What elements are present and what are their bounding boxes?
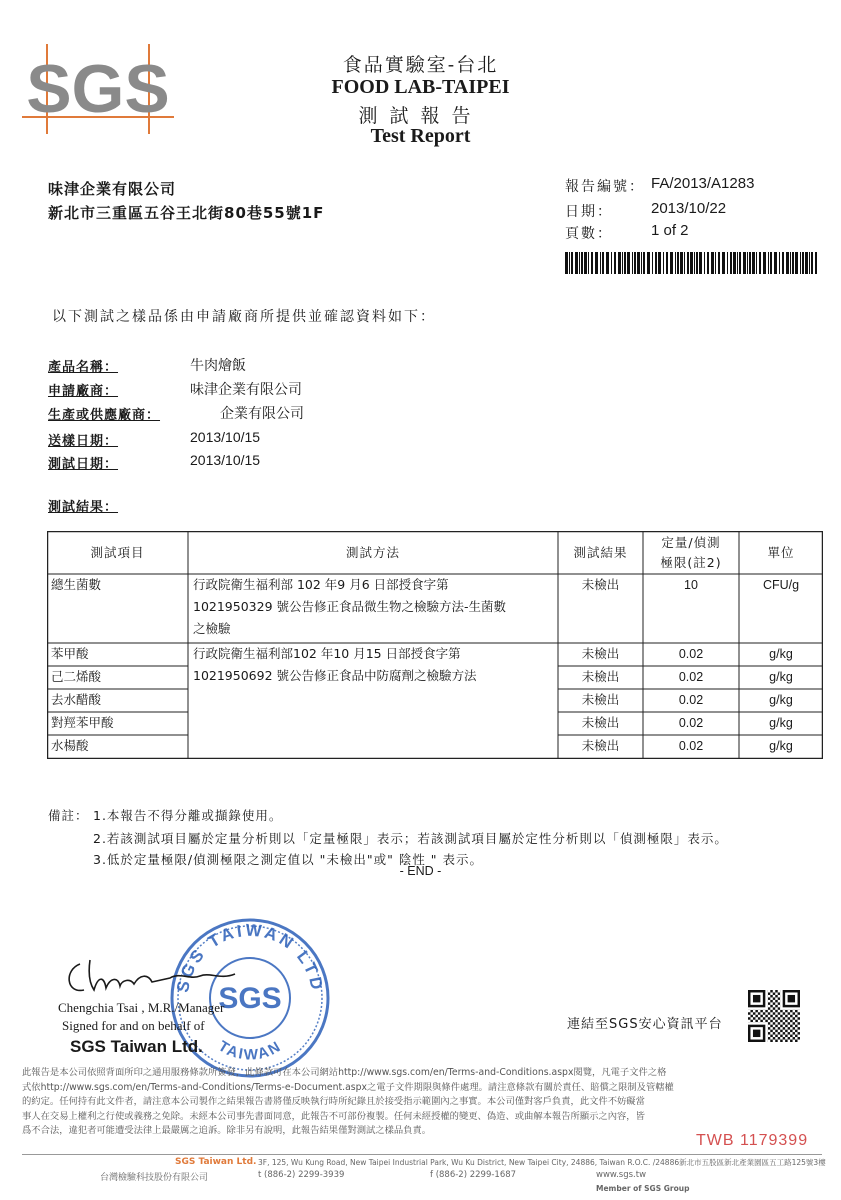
info-label-received: 送樣日期： <box>48 434 119 449</box>
info-label-applicant: 申請廠商： <box>48 384 119 399</box>
note-item: 3.低於定量極限/偵測極限之測定值以 "未檢出"或" 陰性 " 表示。 <box>93 852 484 867</box>
logo-text: SGS <box>26 51 170 127</box>
footer-company-en: SGS Taiwan Ltd. <box>175 1157 257 1167</box>
info-label-product: 產品名稱： <box>48 360 119 375</box>
th-limit-line1: 定量/偵測 <box>661 535 721 550</box>
cell-method-line: 行政院衛生福利部 102 年9 月6 日部授食字第 <box>193 577 449 592</box>
report-number-label: 報告編號： <box>565 179 645 195</box>
footer-web[interactable]: www.sgs.tw <box>596 1170 647 1180</box>
footer-tel: t (886-2) 2299-3939 <box>258 1170 345 1180</box>
info-label-tested: 測試日期： <box>48 457 119 472</box>
end-marker: - END - <box>399 864 442 878</box>
note-item: 2.若該測試項目屬於定量分析則以「定量極限」表示；若該測試項目屬於定性分析則以「偵測極限」表示。 <box>93 831 728 846</box>
report-date: 2013/10/22 <box>651 200 727 217</box>
cell-method-line: 1021950329 號公告修正食品微生物之檢驗方法-生菌數 <box>193 599 507 614</box>
info-value-received: 2013/10/15 <box>190 429 261 445</box>
cell-method-line: 1021950692 號公告修正食品中防腐劑之檢驗方法 <box>193 668 477 683</box>
cell-method-line: 之檢驗 <box>193 621 231 636</box>
disclaimer-line: 事人在交易上權利之行使或義務之免除。未經本公司事先書面同意，此報告不可部份複製。任何未經授權的變更、偽造、或曲解本報告所顯示之內容，皆 <box>22 1110 645 1122</box>
results-heading: 測試結果： <box>48 500 119 515</box>
cell-result: 未檢出 <box>581 738 620 753</box>
cell-unit: CFU/g <box>762 578 800 592</box>
lab-title-cn: 食品實驗室-台北 <box>342 54 499 76</box>
info-label-manufacturer: 生產或供應廠商： <box>48 408 161 423</box>
disclaimer-line: 此報告是本公司依照背面所印之通用服務條款所簽發，此條款可在本公司網站http://www.sgs.com/en/Terms-and-Conditions.aspx閱覽，凡電子文件之格 <box>22 1067 667 1078</box>
cell-result: 未檢出 <box>581 577 620 592</box>
cell-item: 對羥苯甲酸 <box>51 715 114 730</box>
cell-limit: 0.02 <box>678 647 704 661</box>
cell-item: 己二烯酸 <box>51 669 102 684</box>
cell-method-line: 行政院衛生福利部102 年10 月15 日部授食字第 <box>193 646 461 661</box>
cell-unit: g/kg <box>769 647 793 661</box>
cell-result: 未檢出 <box>581 692 620 707</box>
disclaimer-line: 式依http://www.sgs.com/en/Terms-and-Conditions/Terms-e-Document.aspx之電子文件期限與條件處理。請注意條款有關於責任、賠償之限制及管轄權 <box>22 1081 674 1093</box>
seal-top-text: SGS TAIWAN LTD <box>173 920 327 994</box>
barcode-icon <box>565 252 817 274</box>
cell-limit: 0.02 <box>678 716 704 730</box>
cell-limit: 0.02 <box>678 739 704 753</box>
info-platform-link[interactable]: 連結至SGS安心資訊平台 <box>567 1017 723 1032</box>
report-page-label: 頁數： <box>565 226 613 242</box>
client-name: 味津企業有限公司 <box>48 180 177 198</box>
cell-item: 苯甲酸 <box>51 646 89 661</box>
th-item: 測試項目 <box>90 545 145 560</box>
cell-limit: 0.02 <box>678 670 704 684</box>
disclaimer-line: 的約定。任何持有此文件者，請注意本公司製作之結果報告書將僅反映執行時所紀錄且於接受指示範圍內之事實。本公司僅對客戶負責，此文件不妨礙當 <box>22 1096 645 1107</box>
th-unit: 單位 <box>767 545 795 560</box>
cell-unit: g/kg <box>769 693 793 707</box>
handwritten-signature-icon <box>60 950 260 1000</box>
client-address: 新北市三重區五谷王北街80巷55號1F <box>48 204 325 222</box>
report-date-label: 日期： <box>565 204 613 220</box>
info-value-applicant: 味津企業有限公司 <box>190 381 302 397</box>
info-value-product: 牛肉燴飯 <box>190 357 246 373</box>
cell-item: 水楊酸 <box>51 738 89 753</box>
report-page: 1 of 2 <box>651 222 689 239</box>
th-result: 測試結果 <box>573 545 628 560</box>
svg-text:TAIWAN <box>215 1038 285 1064</box>
results-table <box>47 531 823 759</box>
signatory-name: Chengchia Tsai , M.R./Manager <box>58 1000 225 1015</box>
cell-result: 未檢出 <box>581 715 620 730</box>
intro-text: 以下測試之樣品係由申請廠商所提供並確認資料如下： <box>52 309 436 325</box>
cell-limit: 10 <box>684 578 698 592</box>
qr-code-icon[interactable] <box>748 990 800 1042</box>
report-title-en: Test Report <box>370 125 471 147</box>
cell-item: 去水醋酸 <box>51 692 102 707</box>
cell-item: 總生菌數 <box>51 577 102 592</box>
report-title-cn: 測試報告 <box>358 105 483 127</box>
footer-divider <box>22 1154 822 1155</box>
cell-unit: g/kg <box>769 739 793 753</box>
info-value-tested: 2013/10/15 <box>190 452 261 468</box>
disclaimer-line: 爲不合法，違犯者可能遭受法律上最嚴厲之追訴。除非另有說明，此報告結果僅對測試之樣品負責。 <box>22 1125 432 1136</box>
serial-number: TWB 1179399 <box>696 1132 809 1149</box>
th-limit-line2: 極限(註2) <box>660 555 722 570</box>
notes-label: 備註： <box>48 808 89 823</box>
signatory-company: SGS Taiwan Ltd. <box>70 1037 203 1056</box>
info-value-manufacturer: 企業有限公司 <box>220 405 304 421</box>
cell-result: 未檢出 <box>581 646 620 661</box>
disclaimer <box>22 1066 822 1139</box>
cell-limit: 0.02 <box>678 693 704 707</box>
cell-unit: g/kg <box>769 716 793 730</box>
footer-member: Member of SGS Group <box>596 1184 690 1193</box>
th-method: 測試方法 <box>345 545 400 560</box>
note-item: 1.本報告不得分離或擷錄使用。 <box>93 808 283 823</box>
cell-unit: g/kg <box>769 670 793 684</box>
report-number: FA/2013/A1283 <box>651 175 755 192</box>
seal-center-text: SGS <box>218 982 282 1015</box>
lab-title-en: FOOD LAB-TAIPEI <box>331 76 510 98</box>
footer-fax: f (886-2) 2299-1687 <box>430 1170 517 1180</box>
signatory-role: Signed for and on behalf of <box>62 1018 205 1033</box>
footer-address: 3F, 125, Wu Kung Road, New Taipei Industrial Park, Wu Ku District, New Taipei City, 24886, Taiwan R.O.C. /24886新北市五股區新北產業園區五工路125號3樓 <box>258 1158 826 1167</box>
footer-company-cn: 台灣檢驗科技股份有限公司 <box>100 1173 209 1183</box>
cell-result: 未檢出 <box>581 669 620 684</box>
seal-bottom-text: TAIWAN <box>215 1037 285 1064</box>
